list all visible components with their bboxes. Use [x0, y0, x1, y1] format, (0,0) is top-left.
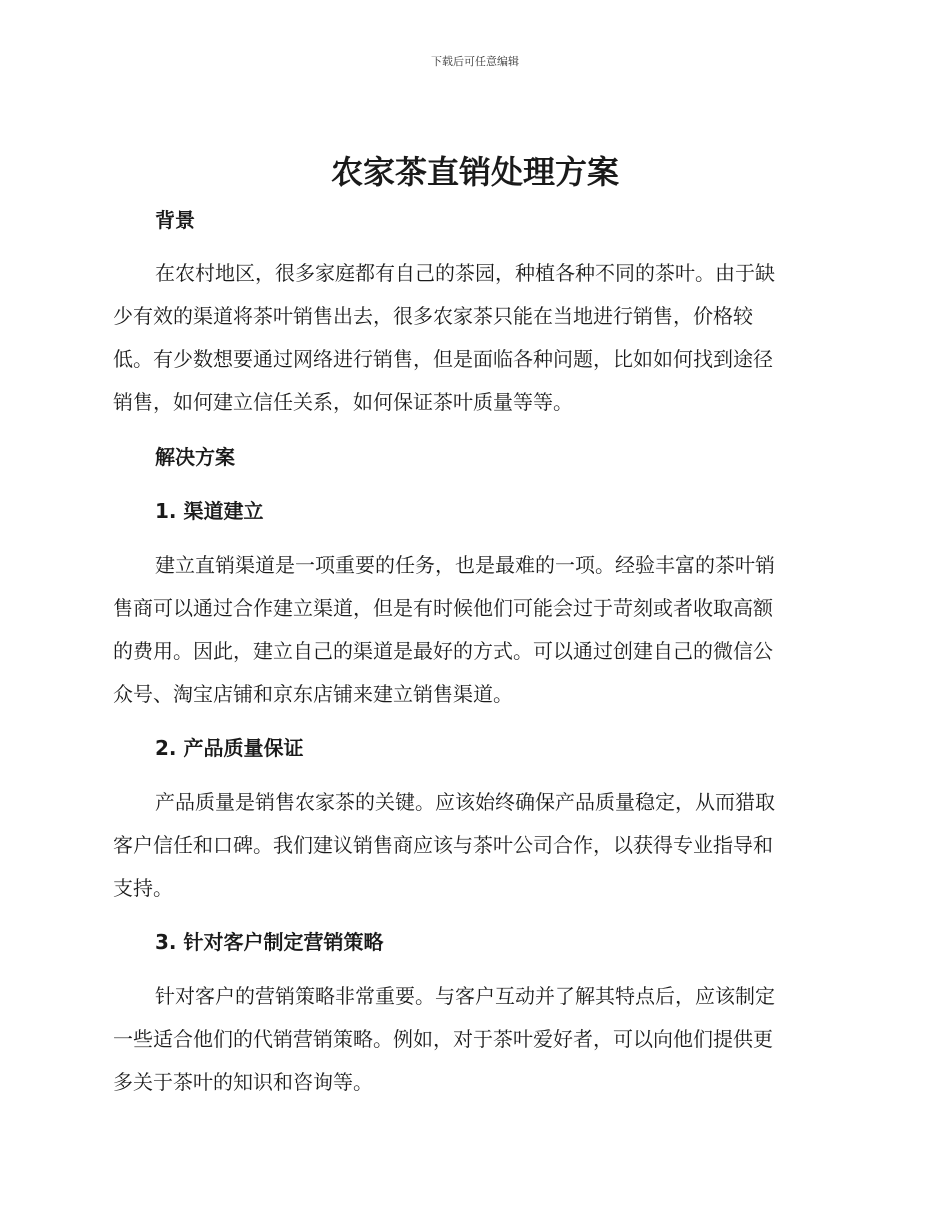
paragraph-line: 针对客户的营销策略非常重要。与客户互动并了解其特点后，应该制定 [155, 984, 775, 1008]
subsection-heading-marketing: 3. 针对客户制定营销策略 [155, 930, 384, 954]
paragraph-line: 销售，如何建立信任关系，如何保证茶叶质量等等。 [113, 390, 573, 414]
paragraph-marketing [113, 975, 829, 1104]
subsection-heading-channel: 1. 渠道建立 [155, 499, 264, 523]
paragraph-line: 多关于茶叶的知识和咨询等。 [113, 1070, 373, 1094]
paragraph-quality [113, 781, 829, 910]
document-title: 农家茶直销处理方案 [330, 153, 619, 191]
paragraph-line: 支持。 [113, 876, 173, 900]
paragraph-line: 售商可以通过合作建立渠道，但是有时候他们可能会过于苛刻或者收取高额 [113, 596, 773, 620]
paragraph-line: 产品质量是销售农家茶的关键。应该始终确保产品质量稳定，从而猎取 [155, 790, 775, 814]
page-header-note: 下载后可任意编辑 [431, 55, 519, 68]
paragraph-line: 在农村地区，很多家庭都有自己的茶园，种植各种不同的茶叶。由于缺 [155, 261, 775, 285]
paragraph-line: 客户信任和口碑。我们建议销售商应该与茶叶公司合作，以获得专业指导和 [113, 833, 773, 857]
paragraph-line: 建立直销渠道是一项重要的任务，也是最难的一项。经验丰富的茶叶销 [155, 553, 775, 577]
paragraph-background [113, 252, 829, 424]
paragraph-channel [113, 544, 829, 716]
paragraph-line: 的费用。因此，建立自己的渠道是最好的方式。可以通过创建自己的微信公 [113, 639, 773, 663]
section-heading-background: 背景 [155, 208, 195, 232]
paragraph-line: 少有效的渠道将茶叶销售出去，很多农家茶只能在当地进行销售，价格较 [113, 304, 753, 328]
paragraph-line: 一些适合他们的代销营销策略。例如，对于茶叶爱好者，可以向他们提供更 [113, 1027, 773, 1051]
section-heading-solution: 解决方案 [155, 445, 235, 469]
subsection-heading-quality: 2. 产品质量保证 [155, 736, 304, 760]
paragraph-line: 众号、淘宝店铺和京东店铺来建立销售渠道。 [113, 682, 513, 706]
paragraph-line: 低。有少数想要通过网络进行销售，但是面临各种问题，比如如何找到途径 [113, 347, 773, 371]
